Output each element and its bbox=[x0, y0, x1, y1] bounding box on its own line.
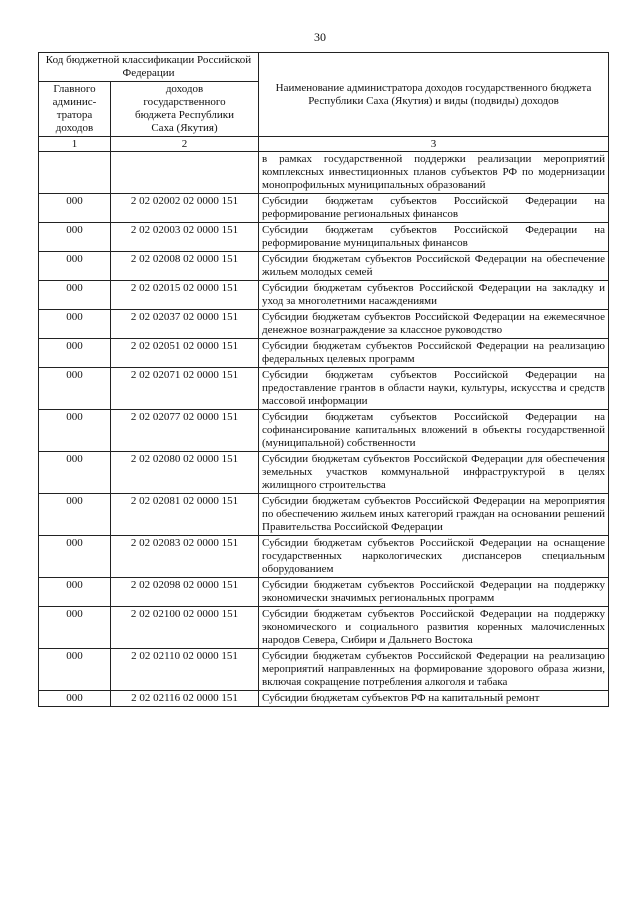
header-row-1 bbox=[39, 53, 609, 82]
header-admin: Главного админис-тратора доходов bbox=[39, 82, 111, 137]
description-cell: Субсидии бюджетам субъектов Российской Федерации на реализацию мероприятий направленных на формирование здорового образа жизни, включая сокращение потребления алкоголя и табака bbox=[259, 649, 609, 691]
table-row bbox=[39, 410, 609, 452]
table-row bbox=[39, 494, 609, 536]
admin-code-cell: 000 bbox=[39, 368, 111, 410]
table-row bbox=[39, 194, 609, 223]
income-code-cell: 2 02 02002 02 0000 151 bbox=[111, 194, 259, 223]
income-code-cell: 2 02 02015 02 0000 151 bbox=[111, 281, 259, 310]
header-index-row bbox=[39, 137, 609, 152]
admin-code-cell: 000 bbox=[39, 691, 111, 707]
admin-code-cell: 000 bbox=[39, 452, 111, 494]
admin-code-cell: 000 bbox=[39, 649, 111, 691]
admin-code-cell: 000 bbox=[39, 194, 111, 223]
admin-code-cell: 000 bbox=[39, 252, 111, 281]
income-code-cell: 2 02 02003 02 0000 151 bbox=[111, 223, 259, 252]
header-index-1: 1 bbox=[39, 137, 111, 152]
description-cell: Субсидии бюджетам субъектов Российской Федерации на предоставление грантов в области науки, культуры, искусства и средств массовой информации bbox=[259, 368, 609, 410]
description-cell: Субсидии бюджетам субъектов Российской Федерации на обеспечение жильем молодых семей bbox=[259, 252, 609, 281]
continuation-code-cell bbox=[111, 152, 259, 194]
continuation-admin-cell bbox=[39, 152, 111, 194]
description-cell: Субсидии бюджетам субъектов Российской Федерации на софинансирование капитальных вложений в объекты государственной (муниципальной) собственности bbox=[259, 410, 609, 452]
income-code-cell: 2 02 02081 02 0000 151 bbox=[111, 494, 259, 536]
table-row bbox=[39, 649, 609, 691]
continuation-description: в рамках государственной поддержки реализации мероприятий комплексных инвестиционных планов субъектов РФ по модернизации монопрофильных муниципальных образований bbox=[259, 152, 609, 194]
continuation-row bbox=[39, 152, 609, 194]
page-number: 30 bbox=[314, 30, 326, 44]
income-code-cell: 2 02 02037 02 0000 151 bbox=[111, 310, 259, 339]
table-row bbox=[39, 339, 609, 368]
income-code-cell: 2 02 02008 02 0000 151 bbox=[111, 252, 259, 281]
table-row bbox=[39, 691, 609, 707]
income-code-cell: 2 02 02116 02 0000 151 bbox=[111, 691, 259, 707]
description-cell: Субсидии бюджетам субъектов Российской Федерации на оснащение государственных наркологических диспансеров специальным оборудованием bbox=[259, 536, 609, 578]
table-row bbox=[39, 281, 609, 310]
admin-code-cell: 000 bbox=[39, 607, 111, 649]
header-index-2: 2 bbox=[111, 137, 259, 152]
income-code-cell: 2 02 02080 02 0000 151 bbox=[111, 452, 259, 494]
admin-code-cell: 000 bbox=[39, 339, 111, 368]
income-code-cell: 2 02 02083 02 0000 151 bbox=[111, 536, 259, 578]
income-code-cell: 2 02 02110 02 0000 151 bbox=[111, 649, 259, 691]
header-income: доходов государственного бюджета Республики Саха (Якутия) bbox=[111, 82, 259, 137]
description-cell: Субсидии бюджетам субъектов Российской Федерации на ежемесячное денежное вознаграждение за классное руководство bbox=[259, 310, 609, 339]
table-row bbox=[39, 368, 609, 410]
description-cell: Субсидии бюджетам субъектов Российской Федерации на реализацию федеральных целевых программ bbox=[259, 339, 609, 368]
table-row bbox=[39, 607, 609, 649]
admin-code-cell: 000 bbox=[39, 223, 111, 252]
admin-code-cell: 000 bbox=[39, 310, 111, 339]
income-code-cell: 2 02 02098 02 0000 151 bbox=[111, 578, 259, 607]
description-cell: Субсидии бюджетам субъектов Российской Федерации на поддержку экономического и социального развития коренных малочисленных народов Севера, Сибири и Дальнего Востока bbox=[259, 607, 609, 649]
table-row bbox=[39, 310, 609, 339]
admin-code-cell: 000 bbox=[39, 536, 111, 578]
description-cell: Субсидии бюджетам субъектов Российской Федерации на реформирование муниципальных финансов bbox=[259, 223, 609, 252]
description-cell: Субсидии бюджетам субъектов Российской Федерации для обеспечения земельных участков коммунальной инфраструктурой в целях жилищного строительства bbox=[259, 452, 609, 494]
admin-code-cell: 000 bbox=[39, 410, 111, 452]
description-cell: Субсидии бюджетам субъектов РФ на капитальный ремонт bbox=[259, 691, 609, 707]
admin-code-cell: 000 bbox=[39, 281, 111, 310]
income-code-cell: 2 02 02077 02 0000 151 bbox=[111, 410, 259, 452]
header-name: Наименование администратора доходов государственного бюджета Республики Саха (Якутия) и виды (подвиды) доходов bbox=[259, 53, 609, 137]
income-code-cell: 2 02 02071 02 0000 151 bbox=[111, 368, 259, 410]
budget-classification-table bbox=[38, 52, 609, 707]
table-row bbox=[39, 223, 609, 252]
header-index-3: 3 bbox=[259, 137, 609, 152]
description-cell: Субсидии бюджетам субъектов Российской Федерации на реформирование региональных финансов bbox=[259, 194, 609, 223]
admin-code-cell: 000 bbox=[39, 578, 111, 607]
table-row bbox=[39, 536, 609, 578]
description-cell: Субсидии бюджетам субъектов Российской Федерации на закладку и уход за многолетними насаждениями bbox=[259, 281, 609, 310]
income-code-cell: 2 02 02051 02 0000 151 bbox=[111, 339, 259, 368]
admin-code-cell: 000 bbox=[39, 494, 111, 536]
table-row bbox=[39, 252, 609, 281]
description-cell: Субсидии бюджетам субъектов Российской Федерации на поддержку экономически значимых региональных программ bbox=[259, 578, 609, 607]
header-code-group: Код бюджетной классификации Российской Федерации bbox=[39, 53, 259, 82]
table-row bbox=[39, 452, 609, 494]
income-code-cell: 2 02 02100 02 0000 151 bbox=[111, 607, 259, 649]
description-cell: Субсидии бюджетам субъектов Российской Федерации на мероприятия по обеспечению жильем иных категорий граждан на основании решений Правительства Российской Федерации bbox=[259, 494, 609, 536]
table-row bbox=[39, 578, 609, 607]
